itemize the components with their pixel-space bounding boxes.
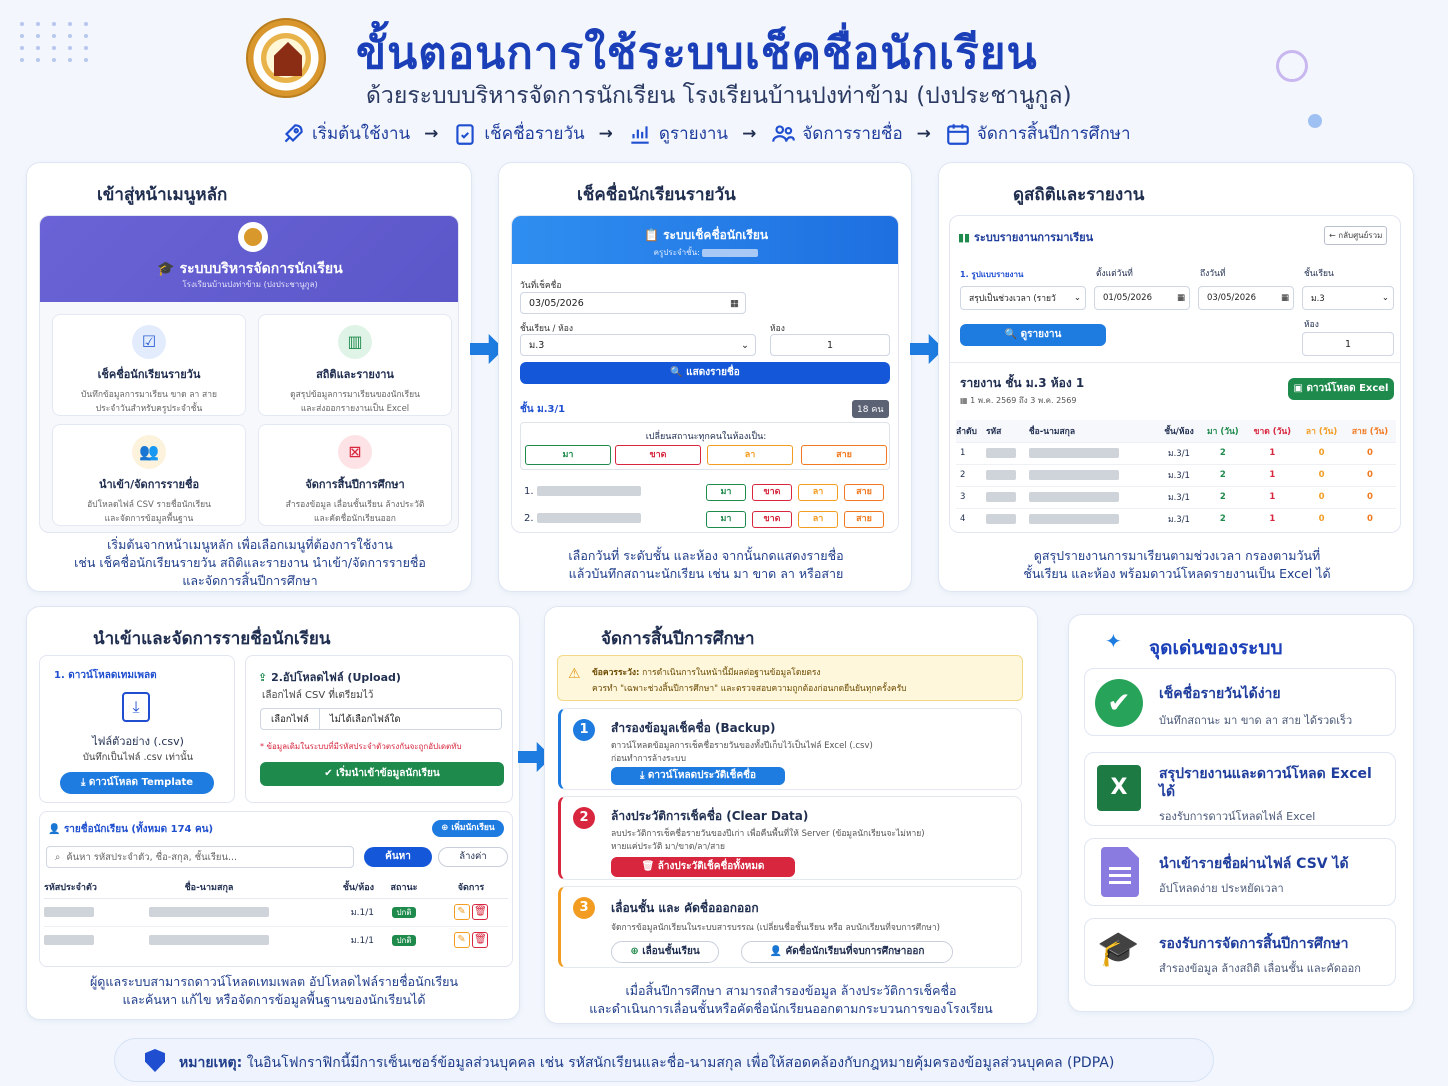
upload-title: ⇪ 2.อัปโหลดไฟล์ (Upload) (258, 671, 401, 684)
status-badge: ปกติ (392, 907, 415, 918)
page-subtitle: ด้วยระบบบริหารจัดการนักเรียน โรงเรียนบ้านปงท่าข้าม (ปงประชานูกูล) (366, 83, 1072, 109)
feature-checkin: ✔ เช็คชื่อรายวันได้ง่าย บันทึกสถานะ มา ขาด ลา สาย ได้รวดเร็ว (1084, 668, 1396, 736)
upload-panel: ⇪ 2.อัปโหลดไฟล์ (Upload) เลือกไฟล์ CSV ที่เตรียมไว้ เลือกไฟล์ ไม่ได้เลือกไฟล์ใด * ข้อมูลเดิมในระบบที่มีรหัสประจำตัวตรงกันจะถูกอัปเดตทับ ✔ เริ่มนำเข้าข้อมูลนักเรียน (245, 655, 513, 803)
clipboard-icon: ☑ (132, 325, 166, 359)
remove-graduates-button[interactable]: 👤 คัดชื่อนักเรียนที่จบการศึกษาออก (741, 941, 953, 963)
download-file-icon: ⤓ (122, 692, 150, 722)
download-template-panel: 1. ดาวน์โหลดเทมเพลต ⤓ ไฟล์ตัวอย่าง (.csv) บันทึกเป็นไฟล์ .csv เท่านั้น ⤓ ดาวน์โหลด Template (39, 655, 235, 803)
clear-history-button[interactable]: 🗑 ล้างประวัติเช็คชื่อทั้งหมด (611, 857, 795, 877)
menu-tile-report[interactable]: ▥ สถิติและรายงาน ดูสรุปข้อมูลการมาเรียนของนักเรียน และส่งออกรายงานเป็น Excel (258, 314, 452, 416)
view-report-button[interactable]: 🔍 ดูรายงาน (960, 324, 1106, 346)
card-title: นำเข้าและจัดการรายชื่อนักเรียน (93, 629, 331, 649)
report-screenshot: ▮▮ ระบบรายงานการมาเรียน ← กลับศูนย์รวม 1. รูปแบบรายงาน ตั้งแต่วันที่ ถึงวันที่ ชั้นเรียน สรุปเป็นช่วงเวลา (รายวั ⌄ 01/05/2026 ▦ 03/05/2026 ▦ ม.3 ⌄ ห้อง 🔍 ดูรายงาน 1 รายงาน ชั้น ม.3 ห้อง 1 ▦ 1 พ.ค. 2569 ถึง 3 พ.ค. 2569 ▣ ดาวน์โหลด Excel ลำดับ รหัส ชื่อ-นามสกุล ชั้น/ห้อง มา (วัน) ขาด (วัน) ลา (วัน) สาย (วัน) 1 ม.3/1 2 1 0 0 2 ม.3/1 2 1 0 0 3 ม.3/1 2 1 0 0 4 ม.3/1 2 1 0 0 (949, 215, 1401, 533)
show-list-button[interactable]: 🔍 แสดงรายชื่อ (520, 362, 890, 384)
calendar-icon (945, 121, 971, 147)
feature-yearend: 🎓 รองรับการจัดการสิ้นปีการศึกษา สำรองข้อมูล ล้างสถิติ เลื่อนชั้น และคัดออก (1084, 918, 1396, 986)
search-button[interactable]: ค้นหา (364, 847, 432, 867)
file-input[interactable]: เลือกไฟล์ ไม่ได้เลือกไฟล์ใด (260, 708, 502, 730)
card-caption: ดูสรุปรายงานการมาเรียนตามช่วงเวลา กรองตามวันที่ ชั้นเรียน และห้อง พร้อมดาวน์โหลดรายงานเป็น Excel ได้ (1023, 548, 1331, 581)
decor-dot (1308, 114, 1322, 128)
sparkle-icon: ✦ (1105, 629, 1122, 653)
bulk-present-button[interactable]: มา (525, 445, 611, 465)
report-row: 1 ม.3/1 2 1 0 0 (956, 442, 1396, 464)
student-row: 2. (524, 513, 641, 524)
to-date-input[interactable]: 03/05/2026 ▦ (1198, 286, 1294, 310)
download-template-button[interactable]: ⤓ ดาวน์โหลด Template (60, 772, 214, 794)
menu-tile-checkin[interactable]: ☑ เช็คชื่อนักเรียนรายวัน บันทึกข้อมูลการมาเรียน ขาด ลา สาย ประจำวันสำหรับครูประจำชั้น (52, 314, 246, 416)
edit-icon[interactable]: ✎ (454, 904, 470, 920)
edit-icon[interactable]: ✎ (454, 932, 470, 948)
graduation-cap-icon: 🎓 (1097, 929, 1140, 969)
report-room-input[interactable]: 1 (1302, 332, 1394, 356)
download-history-button[interactable]: ⤓ ดาวน์โหลดประวัติเช็คชื่อ (611, 767, 785, 785)
report-type-select[interactable]: สรุปเป็นช่วงเวลา (รายวั ⌄ (960, 286, 1086, 310)
delete-icon[interactable]: 🗑 (472, 904, 488, 920)
card-daily-checkin (498, 162, 912, 592)
menu-header-sub: โรงเรียนบ้านปงท่าข้าม (ปงประชานูกูล) (182, 280, 318, 289)
report-title: รายงาน ชั้น ม.3 ห้อง 1 (960, 376, 1085, 390)
menu-tile-yearend[interactable]: ⊠ จัดการสิ้นปีการศึกษา สำรองข้อมูล เลื่อนชั้นเรียน ล้างประวัติ และคัดชื่อนักเรียนออก (258, 424, 452, 526)
card-main-menu (26, 162, 472, 592)
step-checkin: เช็คชื่อรายวัน (452, 120, 584, 147)
class-name: ชั้น ม.3/1 (520, 404, 566, 415)
main-menu-screenshot (39, 215, 459, 533)
pdpa-note: หมายเหตุ: ในอินโฟกราฟิกนี้มีการเซ็นเซอร์ข้อมูลส่วนบุคคล เช่น รหัสนักเรียนและชื่อ-นามสกุล เพื่อให้สอดคล้องกับกฎหมายคุ้มครองข้อมูลส่วนบุคคล (PDPA) (114, 1038, 1214, 1082)
card-caption: เลือกวันที่ ระดับชั้น และห้อง จากนั้นกดแสดงรายชื่อ แล้วบันทึกสถานะนักเรียน เช่น มา ขาด ลา หรือสาย (568, 548, 844, 581)
checkin-screenshot: 📋 ระบบเช็คชื่อนักเรียน ครูประจำชั้น: วันที่เช็คชื่อ 03/05/2026 ▦ ชั้นเรียน / ห้อง ห้อง ม.3 ⌄ 1 🔍 แสดงรายชื่อ ชั้น ม.3/1 18 คน เปลี่ยนสถานะทุกคนในห้องเป็น: มา ขาด ลา สาย 1. มา ขาด ลา สาย 2. มา ขาด ลา สาย (511, 215, 899, 533)
school-logo (246, 18, 326, 98)
feature-excel: X สรุปรายงานและดาวน์โหลด Excel ได้ รองรับการดาวน์โหลดไฟล์ Excel (1084, 752, 1396, 826)
add-student-button[interactable]: ⊕ เพิ่มนักเรียน (432, 820, 504, 837)
menu-header-title: 🎓 ระบบบริหารจัดการนักเรียน (157, 261, 343, 277)
menu-header (40, 216, 459, 302)
promote-button[interactable]: ⊕ เลื่อนชั้นเรียน (611, 941, 719, 963)
list-title: 👤 รายชื่อนักเรียน (ทั้งหมด 174 คน) (48, 824, 214, 835)
card-manage-names (26, 606, 520, 1020)
check-circle-icon: ✔ (1095, 679, 1143, 727)
excel-icon: X (1097, 765, 1141, 811)
decor-dots (20, 22, 100, 62)
backup-step: 1 สำรองข้อมูลเช็คชื่อ (Backup) ดาวน์โหลดข้อมูลการเช็คชื่อรายวันของทั้งปีเก็บไว้เป็นไฟล์ Excel (.csv) ก่อนทำการล้างระบบ ⤓ ดาวน์โหลดประวัติเช็คชื่อ (558, 708, 1022, 790)
page-title: ขั้นตอนการใช้ระบบเช็คชื่อนักเรียน (356, 28, 1038, 79)
users-icon (770, 121, 796, 147)
clear-data-step: 2 ล้างประวัติการเช็คชื่อ (Clear Data) ลบประวัติการเช็คชื่อรายวันของปีเก่า เพื่อคืนพื้นที่ให้ Server (ข้อมูลนักเรียนจะไม่หาย) หายแค่ประวัติ มา/ขาด/ลา/สาย 🗑 ล้างประวัติเช็คชื่อทั้งหมด (558, 796, 1022, 880)
student-count-badge: 18 คน (852, 400, 889, 418)
present-button[interactable]: มา (706, 511, 746, 528)
promote-step: 3 เลื่อนชั้น และ คัดชื่อออกออก จัดการข้อมูลนักเรียนในระบบสารบรรณ (เปลี่ยนชื่อชั้นเรียน หรือ ลบนักเรียนที่จบการศึกษา) ⊕ เลื่อนชั้นเรียน 👤 คัดชื่อนักเรียนที่จบการศึกษาออก (558, 886, 1022, 968)
card-title: เช็คชื่อนักเรียนรายวัน (577, 185, 736, 205)
student-table: รหัสประจำตัว ชื่อ-นามสกุล ชั้น/ห้อง สถานะ จัดการ ม.1/1 ปกติ ✎ 🗑 ม.1/1 ปกติ ✎ 🗑 (44, 876, 508, 954)
report-row: 3 ม.3/1 2 1 0 0 (956, 486, 1396, 508)
card-title: เข้าสู่หน้าเมนูหลัก (97, 185, 228, 205)
report-range: ▦ 1 พ.ค. 2569 ถึง 3 พ.ค. 2569 (960, 396, 1077, 405)
feature-csv: นำเข้ารายชื่อผ่านไฟล์ CSV ได้ อัปโหลดง่าย ประหยัดเวลา (1084, 838, 1396, 906)
status-badge: ปกติ (392, 935, 415, 946)
rocket-icon (280, 121, 306, 147)
bulk-leave-button[interactable]: ลา (707, 445, 793, 465)
card-caption: เมื่อสิ้นปีการศึกษา สามารถสำรองข้อมูล ล้างประวัติการเช็คชื่อ และดำเนินการเลื่อนชั้นหรือคัดชื่อนักเรียนออกตามกระบวนการของโรงเรียน (589, 983, 993, 1016)
report-header: ▮▮ ระบบรายงานการมาเรียน (958, 231, 1094, 244)
calendar-x-icon: ⊠ (338, 435, 372, 469)
report-row: 4 ม.3/1 2 1 0 0 (956, 508, 1396, 530)
late-button[interactable]: สาย (844, 511, 884, 528)
document-icon (1101, 847, 1139, 897)
step-names: จัดการรายชื่อ (770, 120, 902, 147)
report-class-select[interactable]: ม.3 ⌄ (1302, 286, 1394, 310)
download-excel-button[interactable]: ▣ ดาวน์โหลด Excel (1288, 378, 1394, 400)
card-title: จัดการสิ้นปีการศึกษา (601, 629, 755, 649)
leave-button[interactable]: ลา (798, 511, 838, 528)
decor-ring (1276, 50, 1308, 82)
step-yearend: จัดการสิ้นปีการศึกษา (945, 120, 1131, 147)
report-row: 2 ม.3/1 2 1 0 0 (956, 464, 1396, 486)
report-table: ลำดับ รหัส ชื่อ-นามสกุล ชั้น/ห้อง มา (วัน) ขาด (วัน) ลา (วัน) สาย (วัน) 1 ม.3/1 2 1 0 0 2 ม.3/1 2 1 0 0 3 ม.3/1 2 1 0 0 4 ม.3/1 2 1 0 0 (956, 420, 1396, 530)
step-start: เริ่มต้นใช้งาน (280, 120, 410, 147)
school-logo-small (238, 222, 268, 252)
present-button[interactable]: มา (706, 484, 746, 501)
clear-button[interactable]: ล้างค่า (438, 847, 508, 867)
warning-box: ⚠ ข้อควรระวัง: การดำเนินการในหน้านี้มีผลต่อฐานข้อมูลโดยตรง ควรทำ "เฉพาะช่วงสิ้นปีการศึกษา" และตรวจสอบความถูกต้องก่อนกดยืนยันทุกครั้งครับ (557, 655, 1023, 701)
checkin-header: 📋 ระบบเช็คชื่อนักเรียน ครูประจำชั้น: (512, 216, 899, 264)
step-report: ดูรายงาน (627, 120, 728, 147)
from-date-input[interactable]: 01/05/2026 ▦ (1094, 286, 1190, 310)
delete-icon[interactable]: 🗑 (472, 932, 488, 948)
absent-button[interactable]: ขาด (752, 484, 792, 501)
steps-bar: เริ่มต้นใช้งาน → เช็คชื่อรายวัน → ดูรายงาน → จัดการรายชื่อ → จัดการสิ้นปีการศึกษา (280, 120, 1131, 147)
warning-icon: ⚠ (568, 666, 581, 682)
card-caption: ผู้ดูแลระบบสามารถดาวน์โหลดเทมเพลต อัปโหลดไฟล์รายชื่อนักเรียน และค้นหา แก้ไข หรือจัดการข้อมูลพื้นฐานของนักเรียนได้ (89, 974, 459, 1007)
table-row: ม.1/1 ปกติ ✎ 🗑 (44, 926, 508, 954)
late-button[interactable]: สาย (844, 484, 884, 501)
table-row: ม.1/1 ปกติ ✎ 🗑 (44, 898, 508, 926)
student-list-panel (39, 811, 513, 967)
class-select[interactable]: ม.3 ⌄ (520, 334, 756, 356)
menu-tile-import[interactable]: 👥 นำเข้า/จัดการรายชื่อ อัปโหลดไฟล์ CSV รายชื่อนักเรียน และจัดการข้อมูลพื้นฐาน (52, 424, 246, 526)
student-search-input[interactable]: ⌕ ค้นหา รหัสประจำตัว, ชื่อ-สกุล, ชั้นเรียน... (46, 846, 354, 868)
date-input[interactable]: 03/05/2026 ▦ (520, 292, 746, 314)
card-report (938, 162, 1414, 592)
bulk-status-box: เปลี่ยนสถานะทุกคนในห้องเป็น: มา ขาด ลา สาย (520, 422, 890, 470)
bar-chart-icon (627, 121, 653, 147)
card-title: จุดเด่นของระบบ (1149, 637, 1283, 659)
leave-button[interactable]: ลา (798, 484, 838, 501)
back-button[interactable]: ← กลับศูนย์รวม (1324, 226, 1387, 245)
bulk-absent-button[interactable]: ขาด (615, 445, 701, 465)
bulk-late-button[interactable]: สาย (801, 445, 887, 465)
clipboard-check-icon (452, 121, 478, 147)
shield-icon (145, 1049, 165, 1072)
absent-button[interactable]: ขาด (752, 511, 792, 528)
users-icon: 👥 (132, 435, 166, 469)
student-row: 1. (524, 486, 641, 497)
room-input[interactable]: 1 (770, 334, 890, 356)
card-caption: เริ่มต้นจากหน้าเมนูหลัก เพื่อเลือกเมนูที่ต้องการใช้งาน เช่น เช็คชื่อนักเรียนรายวัน สถิติและรายงาน นำเข้า/จัดการรายชื่อ และจัดการสิ้นปีการศึกษา (74, 537, 426, 588)
import-students-button[interactable]: ✔ เริ่มนำเข้าข้อมูลนักเรียน (260, 762, 504, 786)
card-title: ดูสถิติและรายงาน (1013, 185, 1145, 205)
bar-chart-icon: ▥ (338, 325, 372, 359)
